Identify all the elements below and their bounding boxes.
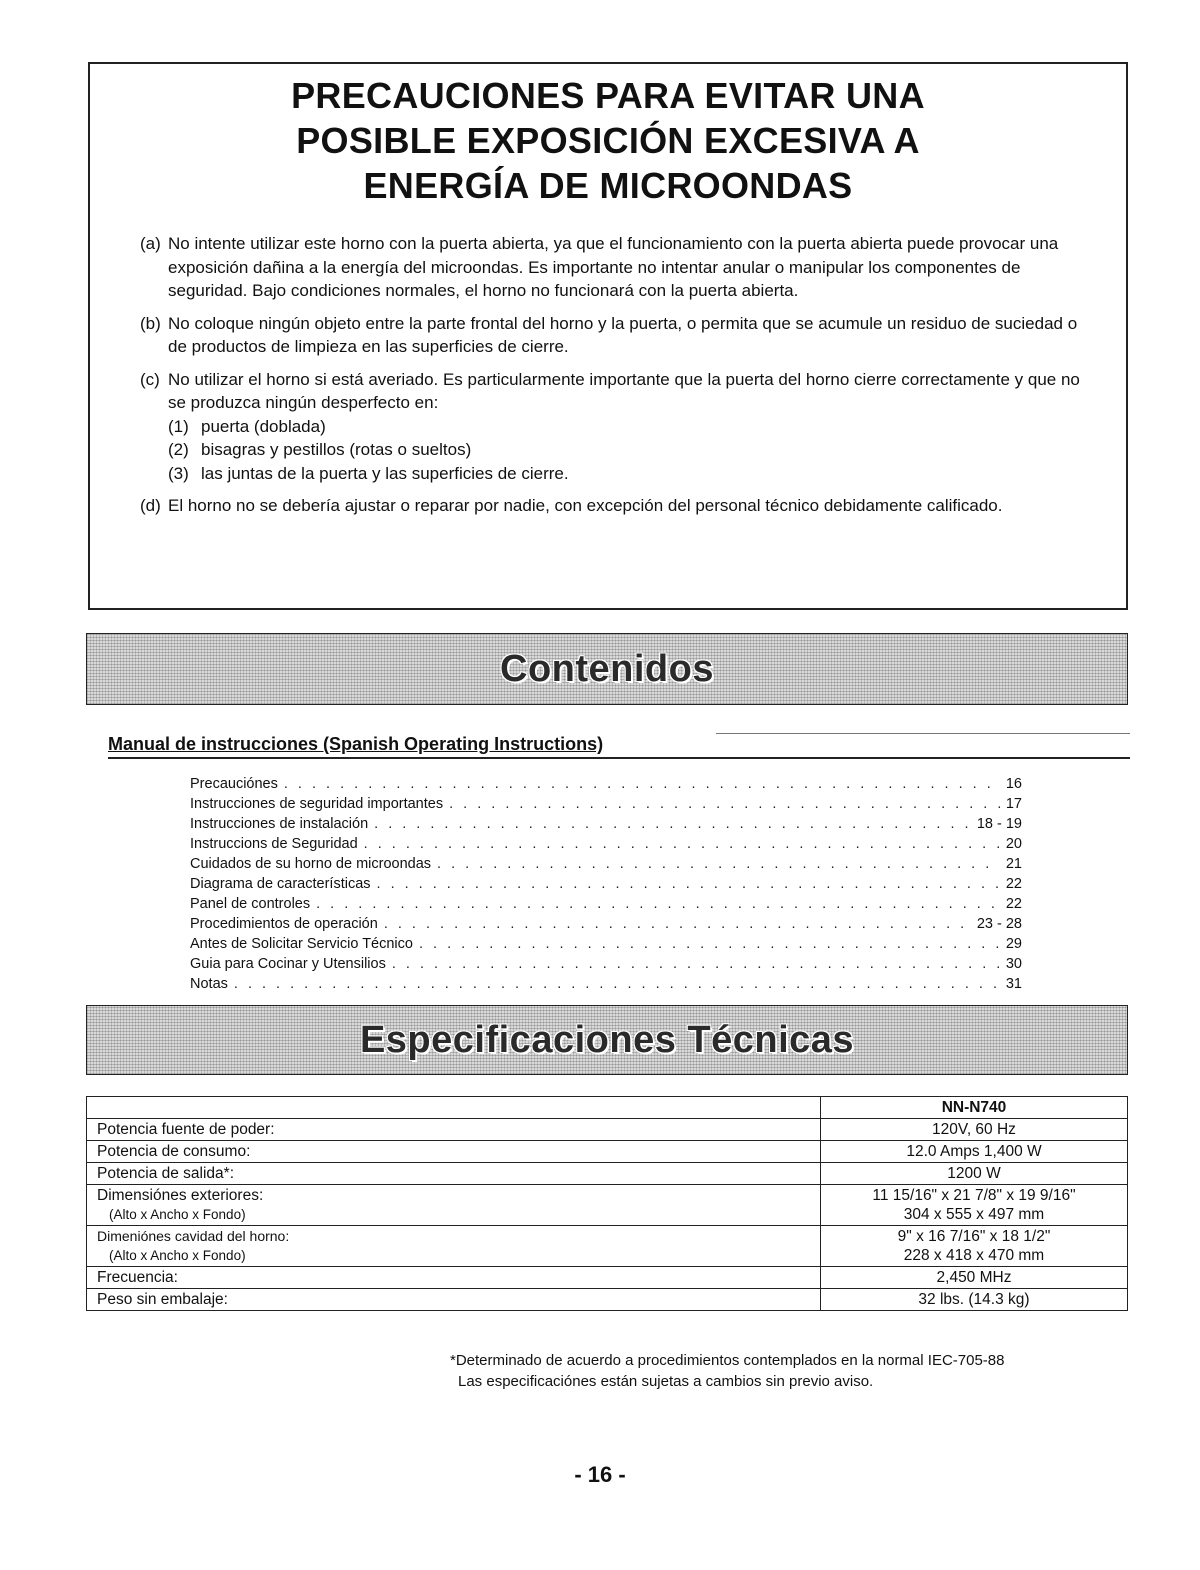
table-row <box>87 1289 1128 1311</box>
item-marker: (c) <box>140 369 160 389</box>
table-row <box>87 1163 1128 1185</box>
title-line: PRECAUCIONES PARA EVITAR UNA <box>291 75 925 116</box>
spec-label: Dimeniónes cavidad del horno: <box>97 1228 290 1244</box>
toc-leader <box>377 874 1000 894</box>
spec-label: Dimensiónes exteriores: <box>97 1187 264 1204</box>
spec-label: Potencia de consumo: <box>87 1141 821 1163</box>
spec-label: Potencia fuente de poder: <box>87 1119 821 1141</box>
specs-banner-title: Especificaciones Técnicas <box>359 1018 855 1061</box>
title-line: ENERGÍA DE MICROONDAS <box>363 165 853 206</box>
toc-entry <box>190 934 1022 954</box>
toc-entry <box>190 914 1022 934</box>
precaution-item <box>140 494 1100 518</box>
toc-leader <box>419 934 1000 954</box>
toc-page: 31 <box>1005 976 1022 992</box>
table-row <box>87 1226 1128 1267</box>
spec-value: 11 15/16" x 21 7/8" x 19 9/16" <box>872 1187 1076 1204</box>
item-text-container <box>168 368 1100 486</box>
toc-page: 18 - 19 <box>976 816 1022 832</box>
divider <box>108 757 1130 759</box>
sub-item-text: bisagras y pestillos (rotas o sueltos) <box>201 440 472 459</box>
precautions-title <box>90 74 1126 209</box>
table-row <box>87 1267 1128 1289</box>
spec-label-cell <box>87 1226 821 1267</box>
divider <box>716 733 1130 734</box>
precaution-item <box>140 368 1100 486</box>
toc-entry <box>190 974 1022 994</box>
toc-entry <box>190 874 1022 894</box>
page-number: - 16 - <box>574 1462 626 1487</box>
item-marker: (b) <box>140 313 161 333</box>
toc-label: Antes de Solicitar Servicio Técnico <box>190 936 413 952</box>
sub-item-marker: (3) <box>168 463 189 483</box>
spec-value: 32 lbs. (14.3 kg) <box>821 1289 1128 1311</box>
item-text: No utilizar el horno si está averiado. Es particularmente importante que la puerta del horno cierre correctamente y que no se produzca ningún desperfecto en: <box>168 369 1080 412</box>
table-row <box>87 1141 1128 1163</box>
spec-label-cell <box>87 1185 821 1226</box>
toc-entry <box>190 854 1022 874</box>
toc-page: 16 <box>1005 776 1022 792</box>
sub-item-marker: (1) <box>168 416 189 436</box>
spec-sublabel: (Alto x Ancho x Fondo) <box>109 1248 246 1263</box>
toc-label: Instruccions de Seguridad <box>190 836 358 852</box>
item-text: No coloque ningún objeto entre la parte frontal del horno y la puerta, o permita que se acumule un residuo de suciedad o de productos de limpieza en las superficies de cierre. <box>168 313 1078 356</box>
sub-item-marker: (2) <box>168 440 189 459</box>
spec-value: 2,450 MHz <box>821 1267 1128 1289</box>
toc-label: Precauciónes <box>190 776 278 792</box>
item-marker: (a) <box>140 234 161 253</box>
toc-entry <box>190 954 1022 974</box>
toc-page: 17 <box>1005 796 1022 812</box>
table-cell <box>87 1097 821 1119</box>
item-text: No intente utilizar este horno con la puerta abierta, ya que el funcionamiento con la puerta abierta puede provocar una exposición dañina a la energía del microondas. Es importante no intentar anular o manipular los componentes de seguridad. Bajo condiciones normales, el horno no funcionará con la puerta abierta. <box>168 234 1059 300</box>
toc-page: 29 <box>1005 936 1022 952</box>
toc-page: 20 <box>1005 836 1022 852</box>
title-line: POSIBLE EXPOSICIÓN EXCESIVA A <box>296 120 920 161</box>
toc-page: 22 <box>1005 896 1022 912</box>
toc-leader <box>234 974 1000 994</box>
toc-leader <box>374 814 971 834</box>
toc-entry <box>190 834 1022 854</box>
precaution-item <box>140 312 1100 359</box>
toc-leader <box>449 794 1000 814</box>
table-row <box>87 1119 1128 1141</box>
spec-value-cell <box>821 1226 1128 1267</box>
toc-label: Diagrama de características <box>190 876 371 892</box>
spec-value: 1200 W <box>821 1163 1128 1185</box>
footnote-line: *Determinado de acuerdo a procedimientos contemplados en la normal IEC-705-88 <box>450 1352 1005 1369</box>
sub-item-text: las juntas de la puerta y las superficies de cierre. <box>201 463 569 483</box>
sub-item <box>168 462 1100 486</box>
precaution-item <box>140 232 1100 303</box>
specs-banner <box>86 1005 1128 1075</box>
sub-item-text: puerta (doblada) <box>201 416 326 436</box>
toc-page: 22 <box>1005 876 1022 892</box>
toc-entry <box>190 894 1022 914</box>
toc-leader <box>437 854 1000 874</box>
toc-page: 30 <box>1005 956 1022 972</box>
footnote <box>450 1350 1004 1392</box>
sub-item <box>168 438 1100 462</box>
precautions-list <box>140 232 1100 527</box>
table-row <box>87 1185 1128 1226</box>
toc-entry <box>190 794 1022 814</box>
manual-heading: Manual de instrucciones (Spanish Operating Instructions) <box>108 734 604 754</box>
toc-leader <box>392 954 1000 974</box>
spec-value-cell <box>821 1185 1128 1226</box>
footnote-line: Las especificaciónes están sujetas a cambios sin previo aviso. <box>458 1373 874 1390</box>
toc-leader <box>284 774 1000 794</box>
precautions-box <box>88 62 1128 610</box>
item-text: El horno no se debería ajustar o reparar por nadie, con excepción del personal técnico debidamente calificado. <box>168 496 1003 515</box>
toc-label: Cuidados de su horno de microondas <box>190 856 432 872</box>
spec-value: 12.0 Amps 1,400 W <box>821 1141 1128 1163</box>
toc-label: Notas <box>190 976 228 992</box>
toc-leader <box>384 914 971 934</box>
contents-banner <box>86 633 1128 705</box>
contents-banner-title: Contenidos <box>500 647 714 690</box>
spec-value-metric: 304 x 555 x 497 mm <box>903 1206 1045 1223</box>
toc-label: Panel de controles <box>190 896 311 912</box>
spec-sublabel: (Alto x Ancho x Fondo) <box>109 1207 246 1222</box>
toc-label: Guia para Cocinar y Utensilios <box>190 956 386 972</box>
spec-value: 9" x 16 7/16" x 18 1/2" <box>897 1228 1051 1245</box>
spec-label: Peso sin embalaje: <box>87 1289 821 1311</box>
sub-item <box>168 415 1100 439</box>
specs-table <box>86 1096 1128 1311</box>
spec-value: 120V, 60 Hz <box>821 1119 1128 1141</box>
toc-label: Instrucciones de instalación <box>190 816 369 832</box>
toc-leader <box>316 894 1000 914</box>
model-header: NN-N740 <box>821 1097 1128 1119</box>
toc-page: 21 <box>1005 856 1022 872</box>
toc-leader <box>364 834 1000 854</box>
toc-page: 23 - 28 <box>976 916 1022 932</box>
toc-entry <box>190 774 1022 794</box>
spec-label: Potencia de salida*: <box>87 1163 821 1185</box>
item-marker: (d) <box>140 496 161 515</box>
table-row <box>87 1097 1128 1119</box>
toc-label: Instrucciones de seguridad importantes <box>190 796 444 812</box>
spec-value-metric: 228 x 418 x 470 mm <box>903 1247 1045 1264</box>
toc-entry <box>190 814 1022 834</box>
table-of-contents <box>190 774 1022 994</box>
toc-label: Procedimientos de operación <box>190 916 378 932</box>
spec-label: Frecuencia: <box>87 1267 821 1289</box>
